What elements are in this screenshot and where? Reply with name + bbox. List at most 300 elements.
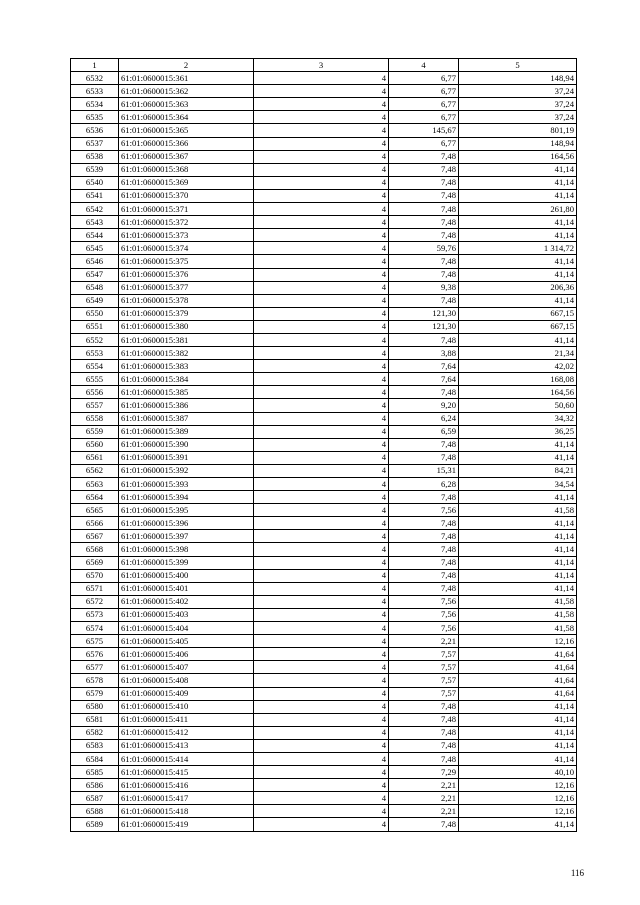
row-number-cell: 6540 [71, 176, 119, 189]
table-row [71, 189, 577, 202]
col3-cell: 4 [254, 425, 389, 438]
table-row [71, 805, 577, 818]
cadastral-number-cell: 61:01:0600015:408 [119, 674, 254, 687]
col3-cell: 4 [254, 111, 389, 124]
col4-cell: 7,57 [389, 648, 459, 661]
col4-cell: 7,56 [389, 608, 459, 621]
cadastral-number-cell: 61:01:0600015:401 [119, 582, 254, 595]
cadastral-number-cell: 61:01:0600015:403 [119, 608, 254, 621]
row-number-cell: 6573 [71, 608, 119, 621]
col5-cell: 41,14 [459, 726, 577, 739]
row-number-cell: 6543 [71, 216, 119, 229]
cadastral-number-cell: 61:01:0600015:410 [119, 700, 254, 713]
table-row [71, 543, 577, 556]
col5-cell: 34,54 [459, 478, 577, 491]
col4-cell: 7,57 [389, 674, 459, 687]
table-row [71, 360, 577, 373]
row-number-cell: 6538 [71, 150, 119, 163]
col4-cell: 7,48 [389, 543, 459, 556]
col5-cell: 21,34 [459, 347, 577, 360]
col5-cell: 41,14 [459, 543, 577, 556]
col3-cell: 4 [254, 595, 389, 608]
col5-cell: 41,14 [459, 569, 577, 582]
row-number-cell: 6585 [71, 766, 119, 779]
col4-cell: 7,48 [389, 216, 459, 229]
table-row [71, 635, 577, 648]
cadastral-number-cell: 61:01:0600015:413 [119, 739, 254, 752]
row-number-cell: 6580 [71, 700, 119, 713]
cadastral-number-cell: 61:01:0600015:371 [119, 203, 254, 216]
col4-cell: 7,48 [389, 294, 459, 307]
cadastral-number-cell: 61:01:0600015:372 [119, 216, 254, 229]
col3-cell: 4 [254, 294, 389, 307]
col5-cell: 41,14 [459, 189, 577, 202]
row-number-cell: 6569 [71, 556, 119, 569]
cadastral-number-cell: 61:01:0600015:381 [119, 333, 254, 346]
col5-cell: 667,15 [459, 307, 577, 320]
col4-cell: 7,48 [389, 163, 459, 176]
table-row [71, 687, 577, 700]
row-number-cell: 6558 [71, 412, 119, 425]
col4-cell: 7,48 [389, 582, 459, 595]
row-number-cell: 6575 [71, 635, 119, 648]
col3-cell: 4 [254, 635, 389, 648]
col5-cell: 801,19 [459, 124, 577, 137]
table-row [71, 438, 577, 451]
col4-cell: 145,67 [389, 124, 459, 137]
cadastral-number-cell: 61:01:0600015:393 [119, 478, 254, 491]
column-header: 2 [119, 59, 254, 72]
col5-cell: 41,64 [459, 687, 577, 700]
col5-cell: 37,24 [459, 111, 577, 124]
col4-cell: 6,77 [389, 98, 459, 111]
col3-cell: 4 [254, 85, 389, 98]
table-row [71, 72, 577, 85]
cadastral-number-cell: 61:01:0600015:395 [119, 504, 254, 517]
col3-cell: 4 [254, 438, 389, 451]
table-row [71, 582, 577, 595]
table-row [71, 739, 577, 752]
cadastral-number-cell: 61:01:0600015:363 [119, 98, 254, 111]
table-row [71, 779, 577, 792]
col4-cell: 7,57 [389, 687, 459, 700]
col4-cell: 7,29 [389, 766, 459, 779]
col5-cell: 41,14 [459, 294, 577, 307]
col4-cell: 7,48 [389, 176, 459, 189]
col4-cell: 6,59 [389, 425, 459, 438]
col3-cell: 4 [254, 150, 389, 163]
table-row [71, 386, 577, 399]
col4-cell: 7,48 [389, 818, 459, 831]
row-number-cell: 6547 [71, 268, 119, 281]
table-row [71, 530, 577, 543]
col4-cell: 7,48 [389, 530, 459, 543]
column-header: 3 [254, 59, 389, 72]
cadastral-number-cell: 61:01:0600015:367 [119, 150, 254, 163]
col3-cell: 4 [254, 569, 389, 582]
table-row [71, 504, 577, 517]
table-row [71, 464, 577, 477]
row-number-cell: 6565 [71, 504, 119, 517]
col5-cell: 41,14 [459, 491, 577, 504]
col4-cell: 7,48 [389, 386, 459, 399]
row-number-cell: 6536 [71, 124, 119, 137]
col4-cell: 7,48 [389, 189, 459, 202]
row-number-cell: 6572 [71, 595, 119, 608]
cadastral-number-cell: 61:01:0600015:392 [119, 464, 254, 477]
col3-cell: 4 [254, 124, 389, 137]
row-number-cell: 6561 [71, 451, 119, 464]
table-row [71, 399, 577, 412]
col3-cell: 4 [254, 373, 389, 386]
col3-cell: 4 [254, 137, 389, 150]
col4-cell: 7,48 [389, 150, 459, 163]
col4-cell: 7,48 [389, 438, 459, 451]
col4-cell: 2,21 [389, 635, 459, 648]
table-row [71, 268, 577, 281]
table-row [71, 766, 577, 779]
col4-cell: 6,77 [389, 111, 459, 124]
col3-cell: 4 [254, 307, 389, 320]
row-number-cell: 6539 [71, 163, 119, 176]
cadastral-number-cell: 61:01:0600015:411 [119, 713, 254, 726]
column-header: 4 [389, 59, 459, 72]
col4-cell: 7,48 [389, 713, 459, 726]
cadastral-number-cell: 61:01:0600015:370 [119, 189, 254, 202]
col3-cell: 4 [254, 713, 389, 726]
col5-cell: 12,16 [459, 792, 577, 805]
row-number-cell: 6542 [71, 203, 119, 216]
col4-cell: 2,21 [389, 792, 459, 805]
table-row [71, 713, 577, 726]
col5-cell: 41,14 [459, 176, 577, 189]
col4-cell: 7,48 [389, 739, 459, 752]
table-row [71, 347, 577, 360]
table-row [71, 478, 577, 491]
col4-cell: 3,88 [389, 347, 459, 360]
col3-cell: 4 [254, 229, 389, 242]
col3-cell: 4 [254, 255, 389, 268]
col3-cell: 4 [254, 189, 389, 202]
col4-cell: 7,56 [389, 504, 459, 517]
cadastral-number-cell: 61:01:0600015:375 [119, 255, 254, 268]
col5-cell: 50,60 [459, 399, 577, 412]
col4-cell: 7,48 [389, 203, 459, 216]
col3-cell: 4 [254, 739, 389, 752]
col3-cell: 4 [254, 792, 389, 805]
row-number-cell: 6537 [71, 137, 119, 150]
col5-cell: 41,58 [459, 622, 577, 635]
cadastral-number-cell: 61:01:0600015:384 [119, 373, 254, 386]
row-number-cell: 6535 [71, 111, 119, 124]
col3-cell: 4 [254, 386, 389, 399]
cadastral-number-cell: 61:01:0600015:369 [119, 176, 254, 189]
row-number-cell: 6556 [71, 386, 119, 399]
table-row [71, 203, 577, 216]
table-row [71, 622, 577, 635]
row-number-cell: 6588 [71, 805, 119, 818]
table-row [71, 163, 577, 176]
col3-cell: 4 [254, 464, 389, 477]
table-row [71, 373, 577, 386]
col5-cell: 261,80 [459, 203, 577, 216]
cadastral-number-cell: 61:01:0600015:400 [119, 569, 254, 582]
row-number-cell: 6566 [71, 517, 119, 530]
row-number-cell: 6555 [71, 373, 119, 386]
cadastral-number-cell: 61:01:0600015:374 [119, 242, 254, 255]
table-row [71, 700, 577, 713]
cadastral-number-cell: 61:01:0600015:379 [119, 307, 254, 320]
row-number-cell: 6559 [71, 425, 119, 438]
col5-cell: 41,14 [459, 451, 577, 464]
col5-cell: 40,10 [459, 766, 577, 779]
col3-cell: 4 [254, 412, 389, 425]
col4-cell: 59,76 [389, 242, 459, 255]
table-row [71, 648, 577, 661]
col4-cell: 7,56 [389, 595, 459, 608]
col3-cell: 4 [254, 556, 389, 569]
row-number-cell: 6571 [71, 582, 119, 595]
cadastral-number-cell: 61:01:0600015:368 [119, 163, 254, 176]
data-table [70, 58, 577, 832]
col3-cell: 4 [254, 216, 389, 229]
col3-cell: 4 [254, 176, 389, 189]
row-number-cell: 6534 [71, 98, 119, 111]
cadastral-number-cell: 61:01:0600015:417 [119, 792, 254, 805]
table-row [71, 137, 577, 150]
col4-cell: 6,77 [389, 85, 459, 98]
table-row [71, 281, 577, 294]
col5-cell: 148,94 [459, 72, 577, 85]
col4-cell: 2,21 [389, 779, 459, 792]
col3-cell: 4 [254, 72, 389, 85]
row-number-cell: 6583 [71, 739, 119, 752]
row-number-cell: 6574 [71, 622, 119, 635]
col3-cell: 4 [254, 517, 389, 530]
row-number-cell: 6560 [71, 438, 119, 451]
row-number-cell: 6570 [71, 569, 119, 582]
col4-cell: 7,48 [389, 268, 459, 281]
col3-cell: 4 [254, 766, 389, 779]
row-number-cell: 6548 [71, 281, 119, 294]
cadastral-number-cell: 61:01:0600015:399 [119, 556, 254, 569]
column-header: 5 [459, 59, 577, 72]
row-number-cell: 6587 [71, 792, 119, 805]
table-row [71, 425, 577, 438]
row-number-cell: 6577 [71, 661, 119, 674]
col3-cell: 4 [254, 333, 389, 346]
col5-cell: 42,02 [459, 360, 577, 373]
col3-cell: 4 [254, 504, 389, 517]
table-row [71, 320, 577, 333]
col5-cell: 12,16 [459, 635, 577, 648]
col5-cell: 168,08 [459, 373, 577, 386]
col5-cell: 41,64 [459, 661, 577, 674]
row-number-cell: 6582 [71, 726, 119, 739]
col3-cell: 4 [254, 687, 389, 700]
cadastral-number-cell: 61:01:0600015:405 [119, 635, 254, 648]
cadastral-number-cell: 61:01:0600015:402 [119, 595, 254, 608]
cadastral-number-cell: 61:01:0600015:385 [119, 386, 254, 399]
row-number-cell: 6544 [71, 229, 119, 242]
col4-cell: 7,48 [389, 451, 459, 464]
table-row [71, 569, 577, 582]
col5-cell: 41,14 [459, 229, 577, 242]
col4-cell: 7,48 [389, 700, 459, 713]
row-number-cell: 6551 [71, 320, 119, 333]
col5-cell: 12,16 [459, 805, 577, 818]
header-row [71, 59, 577, 72]
col4-cell: 7,48 [389, 726, 459, 739]
table-row [71, 242, 577, 255]
row-number-cell: 6533 [71, 85, 119, 98]
cadastral-number-cell: 61:01:0600015:365 [119, 124, 254, 137]
col3-cell: 4 [254, 98, 389, 111]
cadastral-number-cell: 61:01:0600015:397 [119, 530, 254, 543]
col3-cell: 4 [254, 320, 389, 333]
table-row [71, 229, 577, 242]
col3-cell: 4 [254, 478, 389, 491]
row-number-cell: 6581 [71, 713, 119, 726]
col3-cell: 4 [254, 242, 389, 255]
row-number-cell: 6586 [71, 779, 119, 792]
col4-cell: 15,31 [389, 464, 459, 477]
cadastral-number-cell: 61:01:0600015:409 [119, 687, 254, 700]
cadastral-number-cell: 61:01:0600015:364 [119, 111, 254, 124]
cadastral-number-cell: 61:01:0600015:415 [119, 766, 254, 779]
col5-cell: 41,14 [459, 438, 577, 451]
col5-cell: 41,14 [459, 700, 577, 713]
row-number-cell: 6552 [71, 333, 119, 346]
col5-cell: 41,14 [459, 818, 577, 831]
col5-cell: 41,14 [459, 255, 577, 268]
table-row [71, 216, 577, 229]
col4-cell: 7,56 [389, 622, 459, 635]
table-row [71, 792, 577, 805]
col4-cell: 7,48 [389, 517, 459, 530]
table-row [71, 85, 577, 98]
table-row [71, 608, 577, 621]
col3-cell: 4 [254, 752, 389, 765]
table-row [71, 491, 577, 504]
col5-cell: 41,14 [459, 752, 577, 765]
col5-cell: 41,14 [459, 556, 577, 569]
col5-cell: 164,56 [459, 386, 577, 399]
table-row [71, 124, 577, 137]
cadastral-number-cell: 61:01:0600015:387 [119, 412, 254, 425]
col4-cell: 6,24 [389, 412, 459, 425]
row-number-cell: 6568 [71, 543, 119, 556]
col5-cell: 1 314,72 [459, 242, 577, 255]
table-row [71, 726, 577, 739]
col3-cell: 4 [254, 661, 389, 674]
col4-cell: 121,30 [389, 320, 459, 333]
col3-cell: 4 [254, 399, 389, 412]
table-row [71, 412, 577, 425]
col4-cell: 7,64 [389, 373, 459, 386]
cadastral-number-cell: 61:01:0600015:419 [119, 818, 254, 831]
col3-cell: 4 [254, 491, 389, 504]
col5-cell: 41,14 [459, 163, 577, 176]
table-row [71, 661, 577, 674]
col5-cell: 41,14 [459, 530, 577, 543]
cadastral-number-cell: 61:01:0600015:390 [119, 438, 254, 451]
row-number-cell: 6567 [71, 530, 119, 543]
col5-cell: 41,14 [459, 739, 577, 752]
row-number-cell: 6545 [71, 242, 119, 255]
col4-cell: 7,48 [389, 556, 459, 569]
cadastral-number-cell: 61:01:0600015:361 [119, 72, 254, 85]
table-body [71, 59, 577, 832]
col3-cell: 4 [254, 360, 389, 373]
table-row [71, 333, 577, 346]
col3-cell: 4 [254, 805, 389, 818]
col4-cell: 7,48 [389, 569, 459, 582]
col4-cell: 6,77 [389, 137, 459, 150]
table-row [71, 111, 577, 124]
col5-cell: 41,14 [459, 216, 577, 229]
col3-cell: 4 [254, 648, 389, 661]
row-number-cell: 6564 [71, 491, 119, 504]
table-row [71, 595, 577, 608]
table-row [71, 176, 577, 189]
table-row [71, 255, 577, 268]
cadastral-number-cell: 61:01:0600015:376 [119, 268, 254, 281]
col5-cell: 41,64 [459, 674, 577, 687]
col4-cell: 2,21 [389, 805, 459, 818]
col5-cell: 41,14 [459, 268, 577, 281]
col3-cell: 4 [254, 700, 389, 713]
cadastral-number-cell: 61:01:0600015:377 [119, 281, 254, 294]
page-number: 116 [570, 868, 584, 878]
col4-cell: 9,38 [389, 281, 459, 294]
table-row [71, 818, 577, 831]
col5-cell: 34,32 [459, 412, 577, 425]
col5-cell: 148,94 [459, 137, 577, 150]
table-row [71, 294, 577, 307]
cadastral-number-cell: 61:01:0600015:407 [119, 661, 254, 674]
table-row [71, 307, 577, 320]
table-row [71, 150, 577, 163]
cadastral-number-cell: 61:01:0600015:418 [119, 805, 254, 818]
row-number-cell: 6553 [71, 347, 119, 360]
cadastral-number-cell: 61:01:0600015:412 [119, 726, 254, 739]
table-row [71, 556, 577, 569]
col4-cell: 7,48 [389, 255, 459, 268]
row-number-cell: 6578 [71, 674, 119, 687]
row-number-cell: 6549 [71, 294, 119, 307]
row-number-cell: 6562 [71, 464, 119, 477]
col3-cell: 4 [254, 726, 389, 739]
col3-cell: 4 [254, 779, 389, 792]
cadastral-number-cell: 61:01:0600015:391 [119, 451, 254, 464]
row-number-cell: 6550 [71, 307, 119, 320]
col3-cell: 4 [254, 608, 389, 621]
table-row [71, 752, 577, 765]
cadastral-number-cell: 61:01:0600015:416 [119, 779, 254, 792]
cadastral-number-cell: 61:01:0600015:404 [119, 622, 254, 635]
cadastral-number-cell: 61:01:0600015:406 [119, 648, 254, 661]
col3-cell: 4 [254, 530, 389, 543]
cadastral-number-cell: 61:01:0600015:378 [119, 294, 254, 307]
row-number-cell: 6584 [71, 752, 119, 765]
col3-cell: 4 [254, 582, 389, 595]
row-number-cell: 6541 [71, 189, 119, 202]
row-number-cell: 6589 [71, 818, 119, 831]
col5-cell: 84,21 [459, 464, 577, 477]
col4-cell: 7,48 [389, 491, 459, 504]
col4-cell: 7,48 [389, 229, 459, 242]
